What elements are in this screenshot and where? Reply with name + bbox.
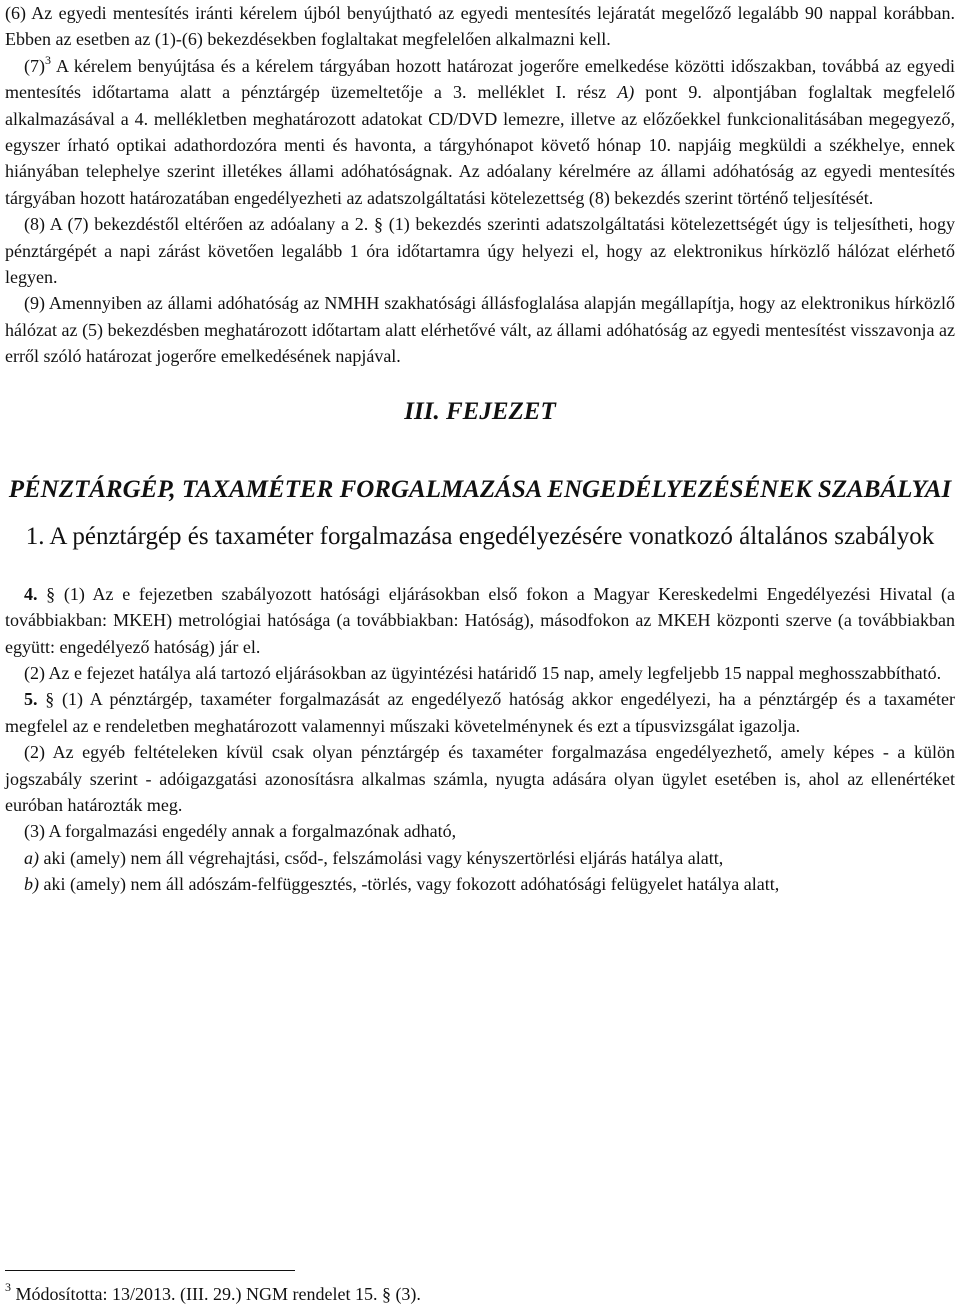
list-item-b — [5, 871, 955, 897]
paragraph-9: (9) Amennyiben az állami adóhatóság az NMHH szakhatósági állásfoglalása alapján megállapítja, hogy az elektronikus hírközlő hálózat az (5) bekezdésben meghatározott időtartam alatt elérhetővé vált, az állami adóhatóság az egyedi mentesítést visszavonja az erről szóló határozat jogerőre emelkedésének napjával. — [5, 293, 955, 367]
paragraph-7-text-b: pont 9. alpontjában foglaltak megfelelő alkalmazásával a 4. mellékletben meghatározott adatokat CD/DVD lemezre, illetve az előzőekkel funkcionalitásában megegyező, egyszer írható optikai adathordozóra menti és havonta, a tárgyhónapot követő hónap 10. napjáig megküldi a székhelye, ennek hiányában telephelye szerint illetékes állami adóhatóságnak. Az adóalany kérelmére az állami adóhatóság az egyedi mentesítés tárgyában hozott határozatában engedélyezheti az adatszolgáltatási kötelezettség (8) bekezdés szerint történő teljesítését. — [5, 82, 955, 208]
paragraph-7 — [5, 53, 955, 211]
footnote-mark: 3 — [5, 1280, 11, 1294]
chapter-title: PÉNZTÁRGÉP, TAXAMÉTER FORGALMAZÁSA ENGEDÉLYEZÉSÉNEK SZABÁLYAI — [8, 475, 952, 503]
paragraph-8: (8) A (7) bekezdéstől eltérően az adóalany a 2. § (1) bekezdés szerinti adatszolgáltatási kötelezettségét úgy is teljesítheti, hogy pénztárgépét a napi zárást követően legalább 1 óra időtartamra úgy helyezi el, hogy az elektronikus hírközlő hálózat elérhető legyen. — [5, 214, 955, 288]
section-5-paragraph-3: (3) A forgalmazási engedély annak a forgalmazónak adható, — [24, 821, 457, 842]
list-item-a-text: aki (amely) nem áll végrehajtási, csőd-, felszámolási vagy kényszertörlési eljárás hatálya alatt, — [39, 847, 724, 868]
list-item-b-label: b) — [24, 874, 39, 895]
section-5-number: 5. — [24, 689, 38, 710]
paragraph-7-number: (7) — [24, 55, 45, 76]
section-4-text-1: § (1) Az e fejezetben szabályozott hatósági eljárásokban első fokon a Magyar Kereskedelmi Engedélyezési Hivatal (a továbbiakban: MKEH) metrológiai hatósága (a továbbiakban: Hatóság), másodfokon az MKEH központi szerve (a továbbiakban együtt: engedélyező hatóság) jár el. — [5, 583, 955, 657]
footnote — [5, 1281, 421, 1307]
section-title: 1. A pénztárgép és taxaméter forgalmazása engedélyezésére vonatkozó általános szabályok — [25, 522, 935, 550]
paragraph-6: (6) Az egyedi mentesítés iránti kérelem újból benyújtható az egyedi mentesítés lejáratát megelőző legalább 90 nappal korábban. Ebben az esetben az (1)-(6) bekezdésekben foglaltakat megfelelően alkalmazni kell. — [5, 3, 955, 50]
paragraph-7-italic-ref: A) — [617, 82, 635, 103]
list-item-a-label: a) — [24, 847, 39, 868]
section-4-number: 4. — [24, 583, 38, 604]
section-4-paragraph-1 — [5, 581, 955, 660]
list-item-a — [5, 845, 955, 871]
section-5-paragraph-1 — [5, 686, 955, 739]
footnote-reference[interactable]: 3 — [45, 52, 51, 67]
list-item-b-text: aki (amely) nem áll adószám-felfüggesztés, -törlés, vagy fokozott adóhatósági felügyelet hatálya alatt, — [39, 874, 780, 895]
section-4-paragraph-2: (2) Az e fejezet hatálya alá tartozó eljárásokban az ügyintézési határidő 15 nap, amely legfeljebb 15 nappal meghosszabbítható. — [24, 662, 942, 683]
footnote-divider — [5, 1270, 295, 1271]
section-5-text-1: § (1) A pénztárgép, taxaméter forgalmazását az engedélyező hatóság akkor engedélyezi, ha a pénztárgép és a taxaméter megfelel az e rendeletben meghatározott valamennyi műszaki követelménynek és ezt a típusvizsgálat igazolja. — [5, 689, 955, 736]
footnote-text: Módosította: 13/2013. (III. 29.) NGM rendelet 15. § (3). — [11, 1284, 421, 1304]
section-5-paragraph-2: (2) Az egyéb feltételeken kívül csak olyan pénztárgép és taxaméter forgalmazása engedélyezhető, amely képes - a külön jogszabály szerint - adóigazgatási azonosításra alkalmas számla, nyugta adására olyan ügylet esetében is, ahol az ellenértéket euróban határozták meg. — [5, 742, 955, 815]
paragraph-7-text-a: A kérelem benyújtása és a kérelem tárgyában hozott határozat jogerőre emelkedése közötti időszakban, továbbá az egyedi mentesítés időtartama alatt a pénztárgép üzemeltetője a 3. melléklet I. rész — [5, 55, 955, 103]
chapter-number: III. FEJEZET — [404, 397, 556, 425]
